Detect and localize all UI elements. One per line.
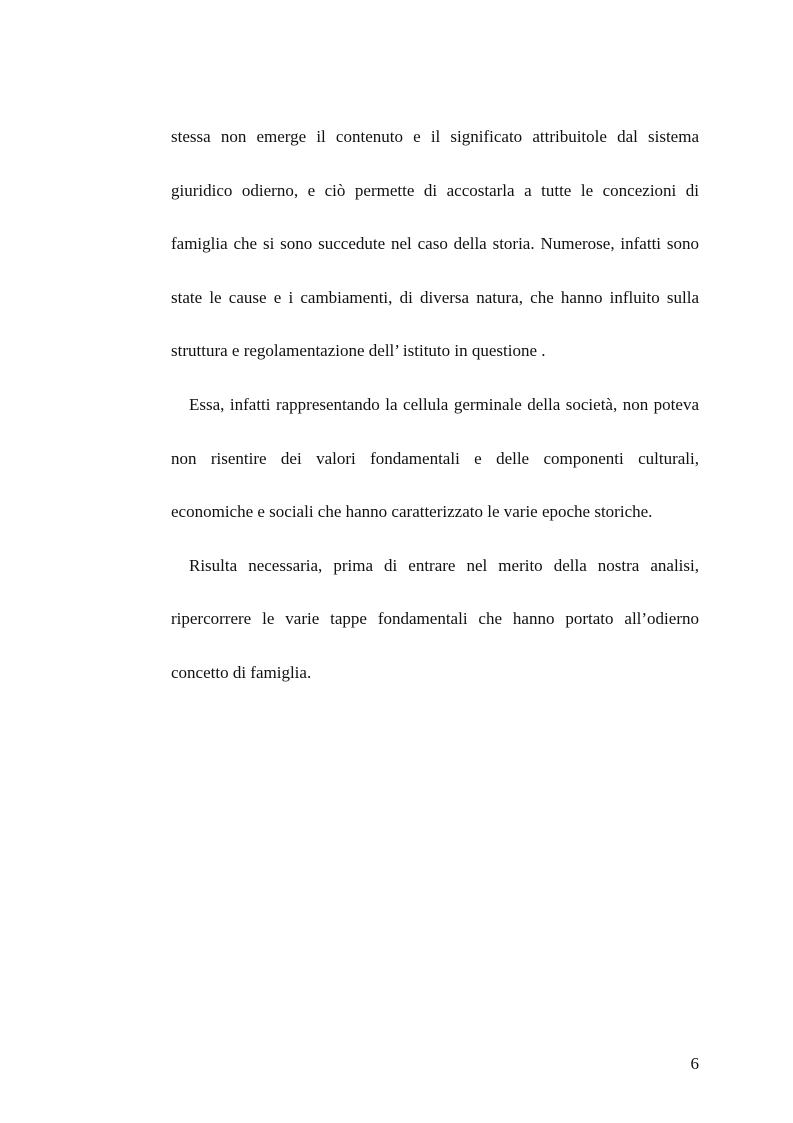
paragraph-1: stessa non emerge il contenuto e il significato attribuitole dal sistema giuridico odierno, e ciò permette di accostarla a tutte le concezioni di famiglia che si sono succedute nel caso della storia. Numerose, infatti sono state le cause e i cambiamenti, di diversa natura, che hanno influito sulla struttura e regolamentazione dell’ istituto in questione .: [171, 127, 699, 361]
paragraph-2: Essa, infatti rappresentando la cellula germinale della società, non poteva non risentire dei valori fondamentali e delle componenti culturali, economiche e sociali che hanno caratterizzato le varie epoche storiche.: [171, 394, 699, 522]
page-number: 6: [690, 1054, 699, 1073]
body-text: [171, 110, 699, 700]
paragraph-3: Risulta necessaria, prima di entrare nel merito della nostra analisi, ripercorrere le varie tappe fondamentali che hanno portato all’odierno concetto di famiglia.: [171, 555, 699, 682]
